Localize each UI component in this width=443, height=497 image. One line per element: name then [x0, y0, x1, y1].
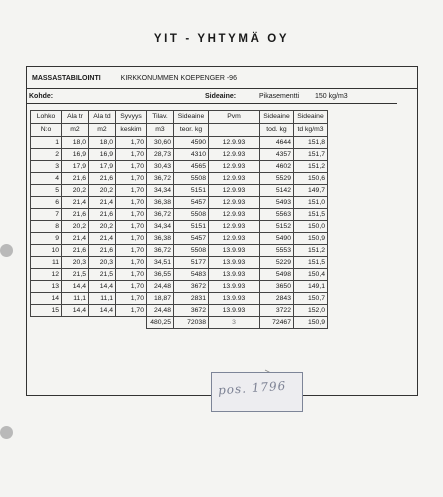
table-cell: 21,4: [89, 197, 116, 209]
column-header: tod. kg: [260, 124, 294, 137]
table-cell: 21,4: [62, 197, 89, 209]
table-cell: 18,0: [62, 137, 89, 149]
blank-cell: [31, 317, 62, 329]
table-cell: 11,1: [62, 293, 89, 305]
column-header: m3: [147, 124, 174, 137]
underline-rule: [27, 103, 397, 104]
table-cell: 1,70: [116, 149, 147, 161]
column-header: td kg/m3: [294, 124, 328, 137]
table-cell: 5: [31, 185, 62, 197]
table-cell: 36,38: [147, 233, 174, 245]
table-cell: 20,2: [62, 221, 89, 233]
table-cell: 150,4: [294, 269, 328, 281]
table-cell: 12: [31, 269, 62, 281]
table-cell: 3: [31, 161, 62, 173]
table-cell: 21,6: [89, 209, 116, 221]
total-td: 150,9: [294, 317, 328, 329]
table-cell: 13: [31, 281, 62, 293]
table-cell: 20,2: [62, 185, 89, 197]
table-cell: 1,70: [116, 293, 147, 305]
blank-cell: [62, 317, 89, 329]
table-row: [31, 305, 328, 317]
table-cell: 4357: [260, 149, 294, 161]
sideaine-label: Sideaine:: [205, 93, 237, 100]
table-cell: 150,0: [294, 221, 328, 233]
report-title: MASSASTABILOINTI: [32, 75, 101, 82]
table-cell: 14,4: [89, 281, 116, 293]
company-name: YIT - YHTYMÄ OY: [153, 33, 290, 45]
table-cell: 10: [31, 245, 62, 257]
table-cell: 13.9.93: [209, 305, 260, 317]
table-cell: 4644: [260, 137, 294, 149]
handwritten-text: pos. 1796: [217, 378, 287, 398]
table-cell: 5493: [260, 197, 294, 209]
table-cell: 151,2: [294, 245, 328, 257]
table-cell: 1,70: [116, 233, 147, 245]
table-cell: 3672: [174, 281, 209, 293]
table-cell: 1,70: [116, 173, 147, 185]
table-cell: 11,1: [89, 293, 116, 305]
table-cell: 5151: [174, 185, 209, 197]
total-sideaine_tod: 72467: [260, 317, 294, 329]
table-cell: 21,6: [62, 173, 89, 185]
total-sideaine_teor: 72038: [174, 317, 209, 329]
table-cell: 36,38: [147, 197, 174, 209]
table-cell: 1,70: [116, 245, 147, 257]
table-cell: 1,70: [116, 209, 147, 221]
table-cell: 14,4: [62, 281, 89, 293]
table-cell: 1,70: [116, 269, 147, 281]
table-row: [31, 293, 328, 305]
table-row: [31, 269, 328, 281]
column-header: keskim: [116, 124, 147, 137]
table-cell: 3672: [174, 305, 209, 317]
table-body: [31, 137, 328, 329]
table-cell: 3650: [260, 281, 294, 293]
table-header: [31, 111, 328, 137]
table-cell: 1,70: [116, 197, 147, 209]
table-cell: 4: [31, 173, 62, 185]
table-row: [31, 185, 328, 197]
table-cell: 21,5: [62, 269, 89, 281]
table-cell: 1,70: [116, 221, 147, 233]
table-cell: 1,70: [116, 161, 147, 173]
total-pvm-cell: 3: [209, 317, 260, 329]
table-row: [31, 233, 328, 245]
table-cell: 21,6: [62, 245, 89, 257]
table-cell: 36,72: [147, 173, 174, 185]
header-row: [31, 111, 328, 124]
table-cell: 9: [31, 233, 62, 245]
project-name: KIRKKONUMMEN KOEPENGER -96: [120, 75, 237, 82]
table-cell: 151,7: [294, 149, 328, 161]
header-row: [31, 124, 328, 137]
table-cell: 5152: [260, 221, 294, 233]
table-cell: 12.9.93: [209, 161, 260, 173]
table-cell: 14,4: [62, 305, 89, 317]
table-cell: 149,1: [294, 281, 328, 293]
table-cell: 2: [31, 149, 62, 161]
table-cell: 5553: [260, 245, 294, 257]
table-row: [31, 209, 328, 221]
table-cell: 1,70: [116, 185, 147, 197]
table-cell: 20,3: [89, 257, 116, 269]
table-cell: 151,5: [294, 209, 328, 221]
table-cell: 13.9.93: [209, 257, 260, 269]
table-cell: 12.9.93: [209, 149, 260, 161]
table-cell: 20,2: [89, 221, 116, 233]
punch-hole-top: [0, 244, 13, 257]
table-cell: 8: [31, 221, 62, 233]
blank-cell: [116, 317, 147, 329]
table-cell: 6: [31, 197, 62, 209]
table-row: [31, 161, 328, 173]
table-cell: 21,5: [89, 269, 116, 281]
column-header: N:o: [31, 124, 62, 137]
table-cell: 15: [31, 305, 62, 317]
table-cell: 1,70: [116, 305, 147, 317]
table-cell: 17,9: [89, 161, 116, 173]
table-cell: 36,72: [147, 245, 174, 257]
table-cell: 30,43: [147, 161, 174, 173]
table-cell: 150,6: [294, 173, 328, 185]
table-cell: 151,8: [294, 137, 328, 149]
table-cell: 1: [31, 137, 62, 149]
table-cell: 13.9.93: [209, 245, 260, 257]
column-header: Sideaine: [174, 111, 209, 124]
table-cell: 5563: [260, 209, 294, 221]
table-cell: 4602: [260, 161, 294, 173]
table-cell: 12.9.93: [209, 185, 260, 197]
table-row: [31, 173, 328, 185]
column-header: Syvyys: [116, 111, 147, 124]
total-tilav: 480,25: [147, 317, 174, 329]
totals-row: [31, 317, 328, 329]
table-cell: 36,55: [147, 269, 174, 281]
table-cell: 4590: [174, 137, 209, 149]
table-cell: 34,34: [147, 221, 174, 233]
table-cell: 13.9.93: [209, 281, 260, 293]
table-cell: 5508: [174, 209, 209, 221]
table-cell: 5498: [260, 269, 294, 281]
table-cell: 17,9: [62, 161, 89, 173]
table-cell: 5142: [260, 185, 294, 197]
table-cell: 24,48: [147, 281, 174, 293]
table-cell: 2831: [174, 293, 209, 305]
table-cell: 24,48: [147, 305, 174, 317]
sideaine-value: Pikasementti: [259, 93, 300, 100]
table-cell: 4310: [174, 149, 209, 161]
column-header: Ala tr: [62, 111, 89, 124]
table-cell: 36,72: [147, 209, 174, 221]
table-cell: 7: [31, 209, 62, 221]
table-row: [31, 149, 328, 161]
kohde-label: Kohde:: [29, 93, 54, 100]
punch-hole-bottom: [0, 426, 13, 439]
density-value: 150 kg/m3: [315, 93, 348, 100]
table-row: [31, 221, 328, 233]
table-cell: 18,87: [147, 293, 174, 305]
table-row: [31, 257, 328, 269]
table-cell: 5490: [260, 233, 294, 245]
table-cell: 30,60: [147, 137, 174, 149]
blank-cell: [89, 317, 116, 329]
handwritten-note: [211, 372, 303, 412]
column-header: Lohko: [31, 111, 62, 124]
report-sheet: [26, 66, 418, 396]
table-cell: 151,0: [294, 197, 328, 209]
table-row: [31, 245, 328, 257]
table-cell: 5457: [174, 233, 209, 245]
table-cell: 152,0: [294, 305, 328, 317]
table-cell: 12.9.93: [209, 233, 260, 245]
table-cell: 2843: [260, 293, 294, 305]
table-cell: 13.9.93: [209, 269, 260, 281]
table-cell: 12.9.93: [209, 221, 260, 233]
column-header: teor. kg: [174, 124, 209, 137]
table-cell: 18,0: [89, 137, 116, 149]
table-row: [31, 197, 328, 209]
table-cell: 20,3: [62, 257, 89, 269]
table-cell: 5151: [174, 221, 209, 233]
column-header: Sideaine: [260, 111, 294, 124]
column-header: Tilav.: [147, 111, 174, 124]
table-cell: 21,6: [62, 209, 89, 221]
column-header: Pvm: [209, 111, 260, 124]
column-header: m2: [89, 124, 116, 137]
table-row: [31, 137, 328, 149]
column-header: [209, 124, 260, 137]
column-header: Ala td: [89, 111, 116, 124]
table-cell: 1,70: [116, 257, 147, 269]
table-cell: 13.9.93: [209, 293, 260, 305]
table-cell: 12.9.93: [209, 137, 260, 149]
table-cell: 5177: [174, 257, 209, 269]
table-cell: 150,9: [294, 233, 328, 245]
table-cell: 5529: [260, 173, 294, 185]
table-cell: 151,5: [294, 257, 328, 269]
table-cell: 151,2: [294, 161, 328, 173]
table-cell: 16,9: [89, 149, 116, 161]
table-cell: 20,2: [89, 185, 116, 197]
table-cell: 1,70: [116, 137, 147, 149]
table-cell: 4565: [174, 161, 209, 173]
table-cell: 14: [31, 293, 62, 305]
table-cell: 3722: [260, 305, 294, 317]
table-cell: 21,4: [62, 233, 89, 245]
report-title-line: [32, 75, 237, 82]
table-cell: 16,9: [62, 149, 89, 161]
table-cell: 12.9.93: [209, 173, 260, 185]
table-cell: 5508: [174, 173, 209, 185]
table-cell: 34,51: [147, 257, 174, 269]
table-cell: 12.9.93: [209, 197, 260, 209]
column-header: m2: [62, 124, 89, 137]
stabilization-table: [30, 110, 328, 329]
table-cell: 5229: [260, 257, 294, 269]
table-cell: 34,34: [147, 185, 174, 197]
table-cell: 5457: [174, 197, 209, 209]
table-cell: 149,7: [294, 185, 328, 197]
table-row: [31, 281, 328, 293]
table-cell: 11: [31, 257, 62, 269]
divider-line: [27, 88, 417, 89]
table-cell: 21,4: [89, 233, 116, 245]
table-cell: 14,4: [89, 305, 116, 317]
table-cell: 150,7: [294, 293, 328, 305]
column-header: Sideaine: [294, 111, 328, 124]
table-cell: 5483: [174, 269, 209, 281]
table-cell: 28,73: [147, 149, 174, 161]
kohde-row: [27, 91, 417, 103]
table-cell: 21,6: [89, 245, 116, 257]
table-cell: 21,6: [89, 173, 116, 185]
table-cell: 5508: [174, 245, 209, 257]
table-cell: 12.9.93: [209, 209, 260, 221]
table-cell: 1,70: [116, 281, 147, 293]
